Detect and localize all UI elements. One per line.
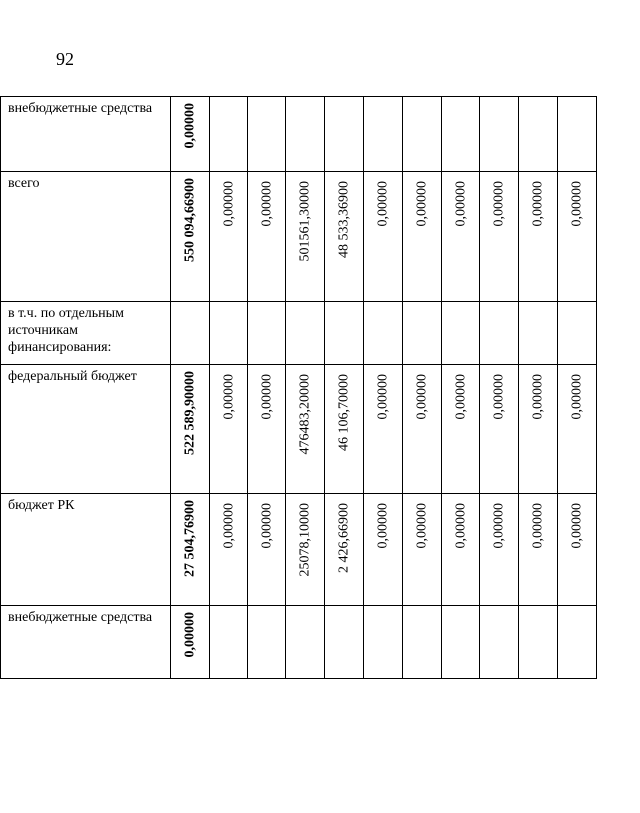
value-cell <box>248 97 286 172</box>
value-cell <box>364 97 403 172</box>
row-label: в т.ч. по отдельным источникам финансирования: <box>1 302 171 365</box>
value-cell <box>286 97 325 172</box>
cell-value: 0,00000 <box>453 181 468 227</box>
value-cell <box>325 172 364 302</box>
cell-value: 0,00000 <box>453 503 468 549</box>
value-cell <box>519 365 558 494</box>
value-cell <box>442 97 480 172</box>
value-cell <box>364 302 403 365</box>
value-cell <box>442 606 480 679</box>
value-cell <box>325 97 364 172</box>
value-cell <box>325 302 364 365</box>
table-row <box>1 365 597 494</box>
value-cell <box>210 97 248 172</box>
total-cell <box>171 302 210 365</box>
value-cell <box>403 606 442 679</box>
value-cell <box>364 365 403 494</box>
total-value: 27 504,76900 <box>182 500 198 577</box>
cell-value: 48 533,36900 <box>336 181 352 258</box>
cell-value: 0,00000 <box>221 503 236 549</box>
total-cell <box>171 494 210 606</box>
cell-value: 0,00000 <box>375 503 391 549</box>
value-cell <box>403 172 442 302</box>
value-cell <box>364 494 403 606</box>
value-cell <box>248 606 286 679</box>
cell-value: 0,00000 <box>221 181 236 227</box>
value-cell <box>442 365 480 494</box>
value-cell <box>210 302 248 365</box>
cell-value: 0,00000 <box>491 181 507 227</box>
table-row <box>1 606 597 679</box>
row-label: всего <box>1 172 171 302</box>
value-cell <box>519 606 558 679</box>
value-cell <box>364 172 403 302</box>
cell-value: 25078,10000 <box>297 503 313 577</box>
value-cell <box>403 365 442 494</box>
cell-value: 0,00000 <box>491 374 507 420</box>
cell-value: 0,00000 <box>414 374 430 420</box>
value-cell <box>286 365 325 494</box>
value-cell <box>248 365 286 494</box>
value-cell <box>558 97 597 172</box>
value-cell <box>519 172 558 302</box>
cell-value: 0,00000 <box>569 374 585 420</box>
row-label: федеральный бюджет <box>1 365 171 494</box>
value-cell <box>325 494 364 606</box>
cell-value: 0,00000 <box>414 503 430 549</box>
value-cell <box>210 172 248 302</box>
value-cell <box>442 302 480 365</box>
cell-value: 2 426,66900 <box>336 503 352 573</box>
cell-value: 501561,30000 <box>297 181 313 262</box>
cell-value: 0,00000 <box>530 181 546 227</box>
value-cell <box>210 494 248 606</box>
value-cell <box>442 494 480 606</box>
value-cell <box>403 494 442 606</box>
cell-value: 0,00000 <box>259 503 274 549</box>
total-cell <box>171 606 210 679</box>
cell-value: 0,00000 <box>530 374 546 420</box>
cell-value: 0,00000 <box>221 374 236 420</box>
table-row <box>1 97 597 172</box>
value-cell <box>558 606 597 679</box>
value-cell <box>480 302 519 365</box>
table-row <box>1 172 597 302</box>
total-cell <box>171 365 210 494</box>
total-value: 522 589,90000 <box>182 371 198 455</box>
value-cell <box>480 97 519 172</box>
value-cell <box>286 606 325 679</box>
row-label: бюджет РК <box>1 494 171 606</box>
total-cell <box>171 97 210 172</box>
value-cell <box>558 365 597 494</box>
value-cell <box>442 172 480 302</box>
value-cell <box>519 302 558 365</box>
total-cell <box>171 172 210 302</box>
value-cell <box>210 365 248 494</box>
row-label: внебюджетные средства <box>1 97 171 172</box>
value-cell <box>403 302 442 365</box>
value-cell <box>519 494 558 606</box>
cell-value: 0,00000 <box>569 503 585 549</box>
cell-value: 0,00000 <box>569 181 585 227</box>
table-row <box>1 494 597 606</box>
value-cell <box>480 172 519 302</box>
cell-value: 0,00000 <box>414 181 430 227</box>
value-cell <box>558 302 597 365</box>
total-value: 0,00000 <box>182 103 198 149</box>
row-label: внебюджетные средства <box>1 606 171 679</box>
value-cell <box>558 494 597 606</box>
value-cell <box>519 97 558 172</box>
value-cell <box>248 494 286 606</box>
cell-value: 0,00000 <box>259 374 274 420</box>
value-cell <box>248 302 286 365</box>
value-cell <box>210 606 248 679</box>
value-cell <box>248 172 286 302</box>
value-cell <box>286 494 325 606</box>
cell-value: 0,00000 <box>453 374 468 420</box>
value-cell <box>325 365 364 494</box>
value-cell <box>364 606 403 679</box>
cell-value: 0,00000 <box>259 181 274 227</box>
value-cell <box>286 172 325 302</box>
cell-value: 0,00000 <box>530 503 546 549</box>
value-cell <box>325 606 364 679</box>
table-row <box>1 302 597 365</box>
cell-value: 46 106,70000 <box>336 374 352 451</box>
total-value: 550 094,66900 <box>182 178 198 262</box>
value-cell <box>480 606 519 679</box>
total-value: 0,00000 <box>182 612 198 658</box>
value-cell <box>480 365 519 494</box>
cell-value: 0,00000 <box>491 503 507 549</box>
value-cell <box>403 97 442 172</box>
cell-value: 476483,20000 <box>297 374 313 455</box>
budget-table <box>0 96 597 679</box>
value-cell <box>558 172 597 302</box>
cell-value: 0,00000 <box>375 374 391 420</box>
value-cell <box>480 494 519 606</box>
page-number: 92 <box>56 49 74 69</box>
value-cell <box>286 302 325 365</box>
cell-value: 0,00000 <box>375 181 391 227</box>
